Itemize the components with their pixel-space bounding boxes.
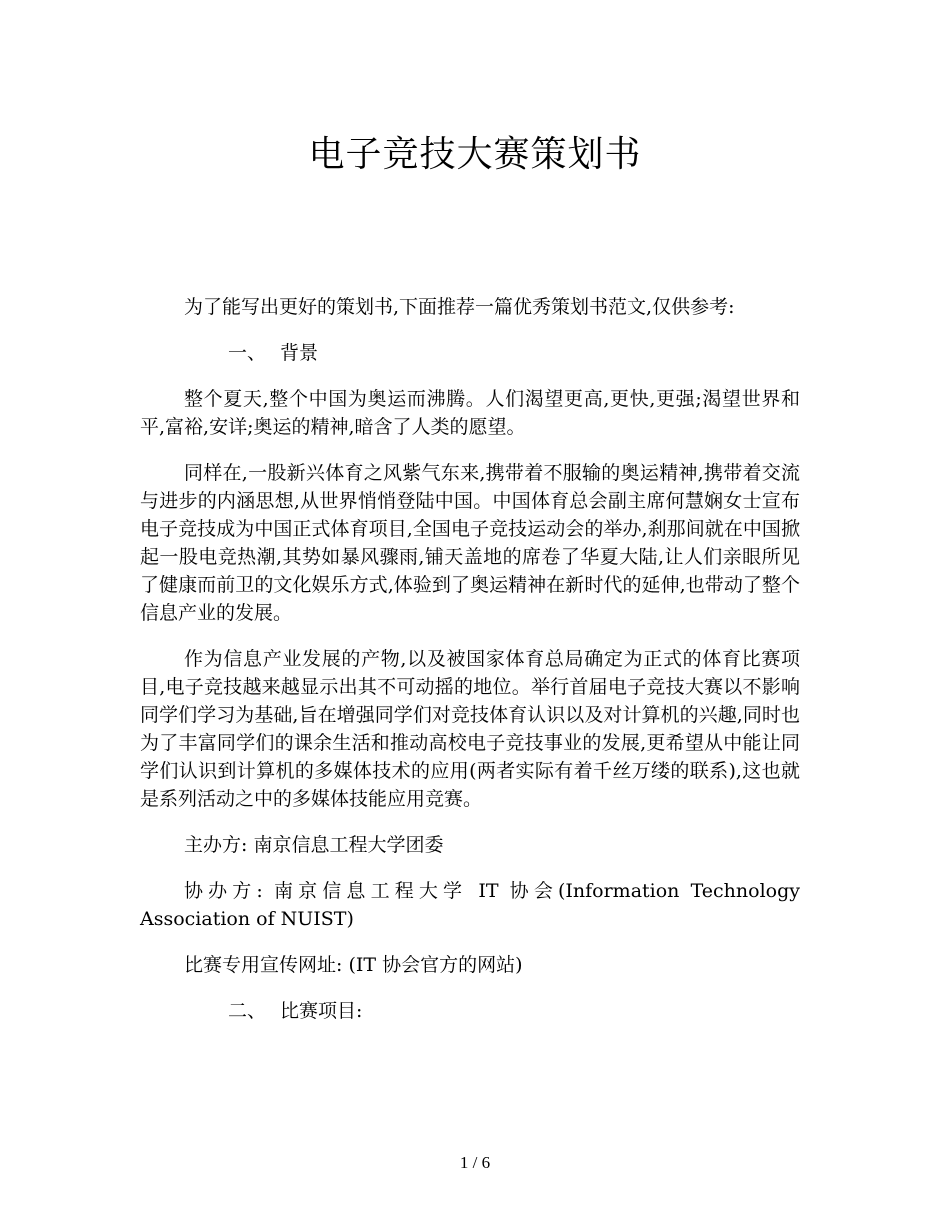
section-title: 背景 xyxy=(280,342,319,364)
section-heading-events xyxy=(140,997,800,1025)
intro-paragraph: 为了能写出更好的策划书,下面推荐一篇优秀策划书范文,仅供参考: xyxy=(184,296,735,318)
document-title: 电子竞技大赛策划书 xyxy=(308,134,642,175)
section-heading-background xyxy=(140,339,800,367)
page-number: 1 / 6 xyxy=(459,1153,491,1172)
body-paragraph: 作为信息产业发展的产物,以及被国家体育总局确定为正式的体育比赛项目,电子竞技越来越显示出其不可动摇的地位。举行首届电子竞技大赛以不影响同学们学习为基础,旨在增强同学们对竞技体育认识以及对计算机的兴趣,同时也为了丰富同学们的课余生活和推动高校电子竞技事业的发展,更希望从中能让同学们认识到计算机的多媒体技术的应用(两者实际有着千丝万缕的联系),这也就是系列活动之中的多媒体技能应用竞赛。 xyxy=(140,648,800,810)
body-paragraph: 整个夏天,整个中国为奥运而沸腾。人们渴望更高,更快,更强;渴望世界和平,富裕,安详;奥运的精神,暗含了人类的愿望。 xyxy=(140,388,800,438)
organizer-line: 主办方: 南京信息工程大学团委 xyxy=(184,834,444,856)
website-line: 比赛专用宣传网址: (IT 协会官方的网站) xyxy=(184,954,523,976)
section-number: 二、 xyxy=(228,1000,267,1022)
document-body xyxy=(140,293,800,1043)
co-organizer-line: 协办方: 南京信息工程大学 IT 协会(Information Technology Association of NUIST) xyxy=(140,880,800,930)
section-number: 一、 xyxy=(228,342,267,364)
body-paragraph: 同样在,一股新兴体育之风紫气东来,携带着不服输的奥运精神,携带着交流与进步的内涵思想,从世界悄悄登陆中国。中国体育总会副主席何慧娴女士宣布电子竞技成为中国正式体育项目,全国电子竞技运动会的举办,刹那间就在中国掀起一股电竞热潮,其势如暴风骤雨,铺天盖地的席卷了华夏大陆,让人们亲眼所见了健康而前卫的文化娱乐方式,体验到了奥运精神在新时代的延伸,也带动了整个信息产业的发展。 xyxy=(140,462,800,624)
section-title: 比赛项目: xyxy=(280,1000,363,1022)
